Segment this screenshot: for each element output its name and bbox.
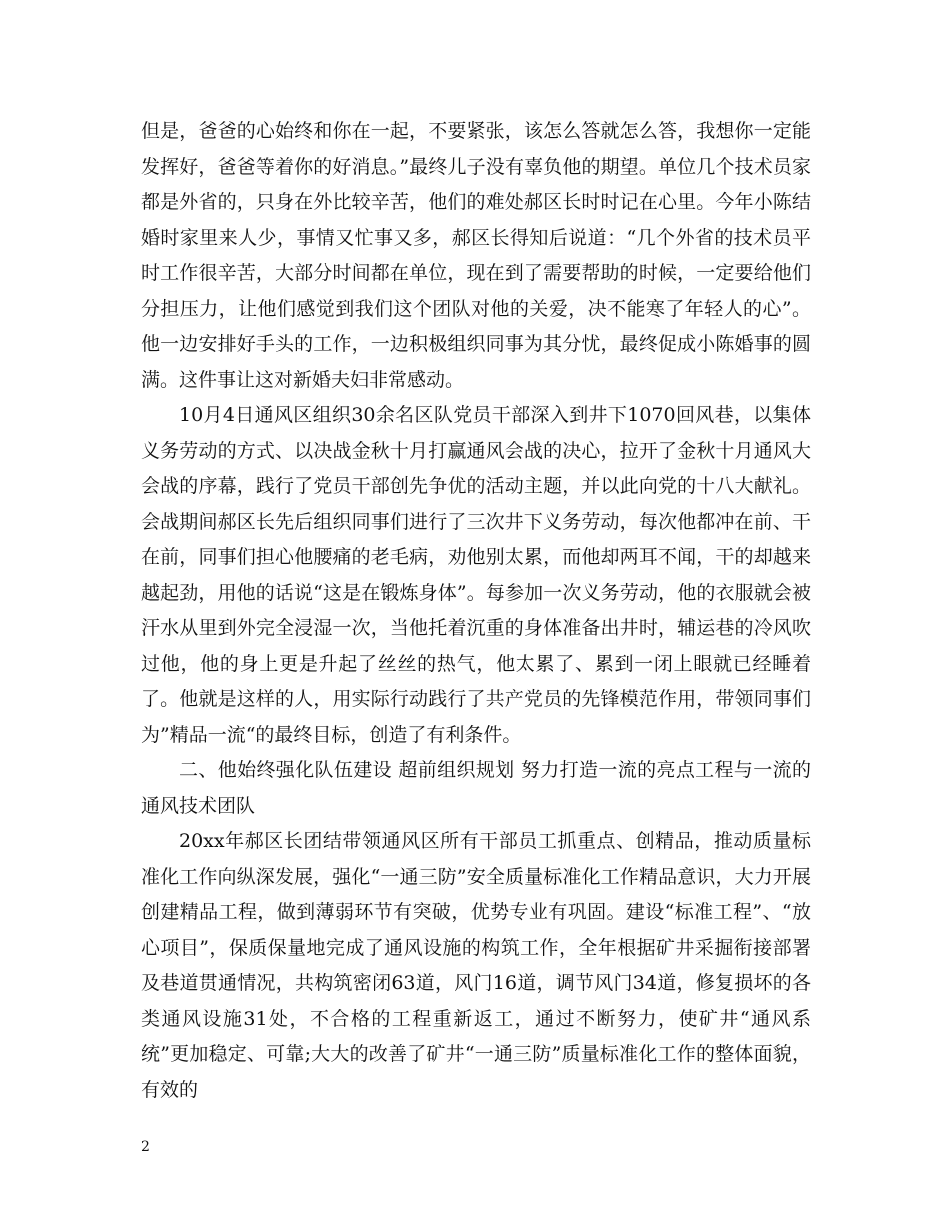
document-body [141,114,811,1108]
paragraph-1: 但是，爸爸的心始终和你在一起，不要紧张，该怎么答就怎么答，我想你一定能发挥好，爸爸等着你的好消息。”最终儿子没有辜负他的期望。单位几个技术员家都是外省的，只身在外比较辛苦，他们的难处郝区长时时记在心里。今年小陈结婚时家里来人少，事情又忙事又多，郝区长得知后说道：“几个外省的技术员平时工作很辛苦，大部分时间都在单位，现在到了需要帮助的时候，一定要给他们分担压力，让他们感觉到我们这个团队对他的关爱，决不能寒了年轻人的心”。他一边安排好手头的工作，一边积极组织同事为其分忧，最终促成小陈婚事的圆满。这件事让这对新婚夫妇非常感动。 [141,120,811,391]
section-heading: 二、他始终强化队伍建设 超前组织规划 努力打造一流的亮点工程与一流的通风技术团队 [141,759,811,817]
paragraph-3: 20xx年郝区长团结带领通风区所有干部员工抓重点、创精品，推动质量标准化工作向纵深发展，强化“一通三防”安全质量标准化工作精品意识，大力开展创建精品工程，做到薄弱环节有突破，优势专业有巩固。建设“标准工程”、“放心项目”，保质保量地完成了通风设施的构筑工作，全年根据矿井采掘衔接部署及巷道贯通情况，共构筑密闭63道，风门16道，调节风门34道，修复损坏的各类通风设施31处，不合格的工程重新返工，通过不断努力，使矿井“通风系统”更加稳定、可靠;大大的改善了矿井“一通三防”质量标准化工作的整体面貌，有效的 [141,830,811,1101]
page-number: 2 [141,1139,150,1155]
paragraph-2: 10月4日通风区组织30余名区队党员干部深入到井下1070回风巷，以集体义务劳动的方式、以决战金秋十月打赢通风会战的决心，拉开了金秋十月通风大会战的序幕，践行了党员干部创先争优的活动主题，并以此向党的十八大献礼。会战期间郝区长先后组织同事们进行了三次井下义务劳动，每次他都冲在前、干在前，同事们担心他腰痛的老毛病，劝他别太累，而他却两耳不闻，干的却越来越起劲，用他的话说“这是在锻炼身体”。每参加一次义务劳动，他的衣服就会被汗水从里到外完全浸湿一次，当他托着沉重的身体准备出井时，辅运巷的冷风吹过他，他的身上更是升起了丝丝的热气，他太累了、累到一闭上眼就已经睡着了。他就是这样的人，用实际行动践行了共产党员的先锋模范作用，带领同事们为”精品一流“的最终目标，创造了有利条件。 [141,404,811,746]
